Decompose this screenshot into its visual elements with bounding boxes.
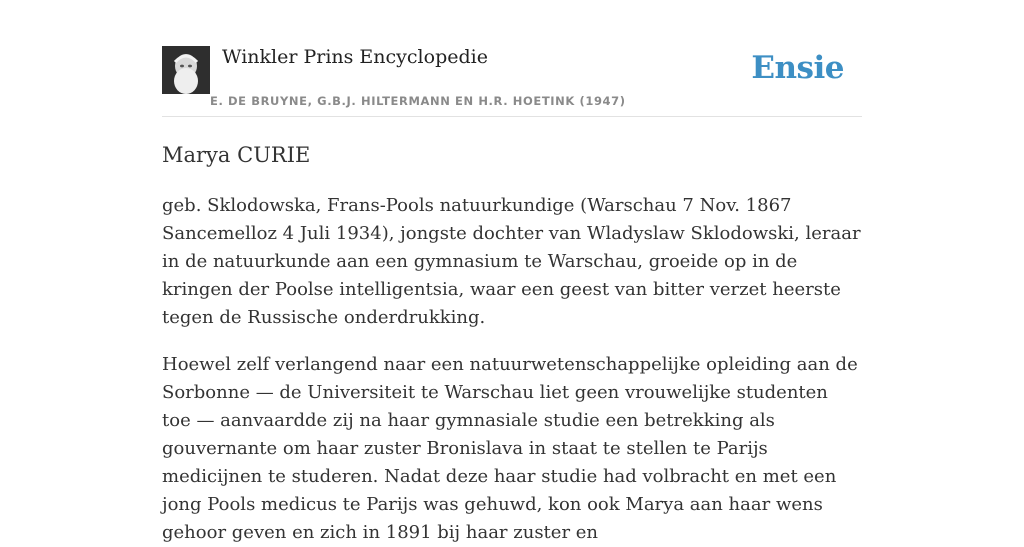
site-header: [162, 44, 862, 117]
article-title: Marya CURIE: [162, 143, 311, 167]
ensie-logo[interactable]: Ensie: [751, 50, 844, 86]
publication-title[interactable]: Winkler Prins Encyclopedie: [222, 46, 488, 68]
author-avatar[interactable]: [162, 46, 210, 94]
publication-authors: E. DE BRUYNE, G.B.J. HILTERMANN EN H.R. HOETINK (1947): [210, 94, 626, 108]
article-paragraph: geb. Sklodowska, Frans-Pools natuurkundige (Warschau 7 Nov. 1867 Sancemelloz 4 Juli 1934), jongste dochter van Wladyslaw Sklodowski, leraar in de natuurkunde aan een gymnasium te Warschau, groeide op in de kringen der Poolse intelligentsia, waar een geest van bitter verzet heerste tegen de Russische onderdrukking.: [162, 195, 861, 328]
article-paragraph: Hoewel zelf verlangend naar een natuurwetenschappelijke opleiding aan de Sorbonne — de Universiteit te Warschau liet geen vrouwelijke studenten toe — aanvaardde zij na haar gymnasiale studie een betrekking als gouvernante om haar zuster Bronislava in staat te stellen te Parijs medicijnen te studeren. Nadat deze haar studie had volbracht en met een jong Pools medicus te Parijs was gehuwd, kon ook Marya aan haar wens gehoor geven en zich in 1891 bij haar zuster en: [162, 354, 858, 543]
portrait-image: [162, 46, 210, 94]
article: [162, 140, 862, 547]
